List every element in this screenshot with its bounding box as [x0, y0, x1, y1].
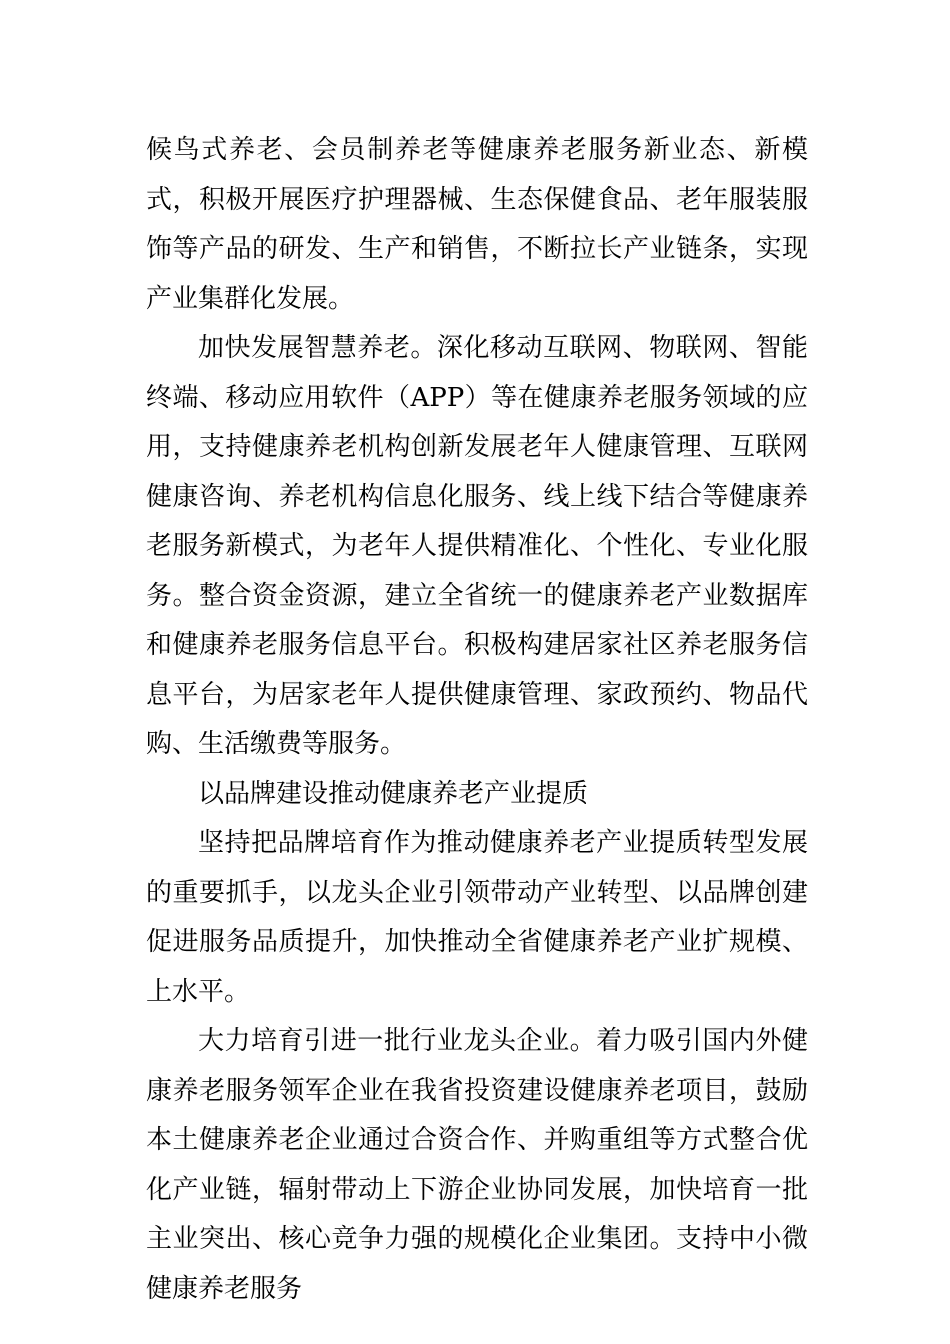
section-heading-brand-building: 以品牌建设推动健康养老产业提质: [198, 778, 589, 809]
paragraph-leading-enterprises: 大力培育引进一批行业龙头企业。着力吸引国内外健康养老服务领军企业在我省投资建设健康养老项目，鼓励本土健康养老企业通过合资合作、并购重组等方式整合优化产业链，辐射带动上下游企业协同发展，加快培育一批主业突出、核心竞争力强的规模化企业集团。支持中小微健康养老服务: [146, 1026, 808, 1304]
paragraph-continuation: 候鸟式养老、会员制养老等健康养老服务新业态、新模式，积极开展医疗护理器械、生态保健食品、老年服装服饰等产品的研发、生产和销售，不断拉长产业链条，实现产业集群化发展。: [146, 135, 808, 314]
paragraph-brand-cultivation: 坚持把品牌培育作为推动健康养老产业提质转型发展的重要抓手，以龙头企业引领带动产业转型、以品牌创建促进服务品质提升，加快推动全省健康养老产业扩规模、上水平。: [146, 828, 808, 1007]
paragraph-smart-elderly-care: 加快发展智慧养老。深化移动互联网、物联网、智能终端、移动应用软件（APP）等在健康养老服务领域的应用，支持健康养老机构创新发展老年人健康管理、互联网健康咨询、养老机构信息化服务、线上线下结合等健康养老服务新模式，为老年人提供精准化、个性化、专业化服务。整合资金资源，建立全省统一的健康养老产业数据库和健康养老服务信息平台。积极构建居家社区养老服务信息平台，为居家老年人提供健康管理、家政预约、物品代购、生活缴费等服务。: [146, 333, 808, 759]
document-body: [146, 126, 808, 1314]
